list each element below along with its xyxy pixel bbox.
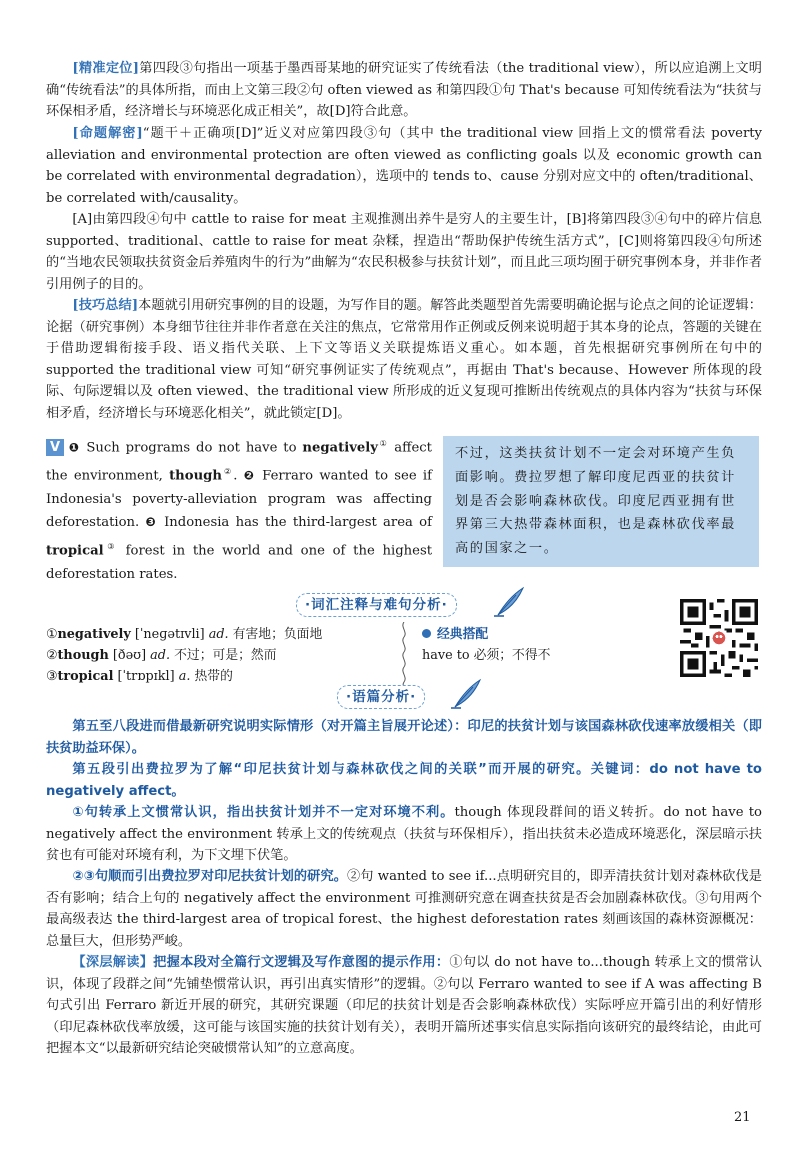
vocab-ipa: [ˈtrɒpɪkl] bbox=[117, 669, 175, 684]
discourse-s1-text: though 体现段群间的语义转折。do not have to negatively affect the environment 转承上文的传统观点（扶贫与环保相斥），指出扶贫未必造成环境恶化，深层暗示扶贫也有可能对环境有利，为下文埋下伏笔。 bbox=[46, 805, 762, 863]
vocab-list bbox=[46, 624, 406, 687]
analysis-p3-text: [A]由第四段④句中 cattle to raise for meat 主观推测出养牛是穷人的主要生计，[B]将第四段③④句中的碎片信息 supported、traditional、cattle to raise for meat 杂糅，捏造出“帮助保护传统生活方式”，[C]则将第四段④句所述的“当地农民领取扶贫资金后养殖肉牛的行为”曲解为“农民积极参与扶贫计划”，而且此三项均囿于研究事例本身，并非作者引用例子的目的。 bbox=[46, 212, 762, 292]
footnote-3: ③ bbox=[103, 541, 118, 551]
quill-icon bbox=[492, 585, 526, 619]
tag-technique-summary: [技巧总结] bbox=[72, 298, 139, 313]
vocab-pos: ad. bbox=[150, 648, 171, 663]
sentence-number-3: ❸ bbox=[145, 515, 158, 530]
discourse-overview bbox=[46, 716, 762, 759]
discourse-s23-bold: ②③句顺而引出费拉罗对印尼扶贫计划的研究。 bbox=[72, 869, 347, 884]
footnote-1: ① bbox=[377, 439, 389, 448]
vocab-pos: ad. bbox=[208, 627, 229, 642]
divider-wavy-icon bbox=[398, 622, 410, 688]
sentence-1c: . bbox=[233, 468, 238, 484]
vocab-meaning: 不过；可是；然而 bbox=[174, 648, 277, 663]
discourse-section-title: ·语篇分析· bbox=[337, 685, 425, 709]
vocab-item bbox=[46, 624, 406, 645]
deep-reading-bold: 把握本段对全篇行文逻辑及写作意图的提示作用： bbox=[153, 955, 450, 970]
vocab-meaning: 热带的 bbox=[194, 669, 233, 684]
tag-question-decode: [命题解密] bbox=[72, 126, 143, 141]
vocab-item bbox=[46, 666, 406, 687]
sentence-1b: affect the environment, bbox=[46, 440, 432, 484]
translation-text: 不过，这类扶贫计划不一定会对环境产生负面影响。费拉罗想了解印度尼西亚的扶贫计划是否会影响森林砍伐。印度尼西亚拥有世界第三大热带森林面积，也是森林砍伐率最高的国家之一。 bbox=[455, 446, 736, 557]
sentence-number-1: ❶ bbox=[67, 440, 81, 455]
analysis-distractors bbox=[46, 209, 762, 295]
vocab-word: tropical bbox=[57, 669, 114, 684]
paragraph-badge: V bbox=[46, 439, 64, 456]
discourse-sentence-1 bbox=[46, 802, 762, 867]
sentence-3b: forest in the world and one of the highest deforestation rates. bbox=[46, 543, 433, 582]
vocab-word-though: though bbox=[169, 468, 222, 484]
qr-code-icon[interactable] bbox=[680, 599, 758, 677]
discourse-deep-reading bbox=[46, 952, 762, 1060]
footnote-2: ② bbox=[221, 466, 234, 476]
page-number: 21 bbox=[734, 1110, 751, 1125]
analysis-p4-text: 本题就引用研究事例的目的设题，为写作目的题。解答此类题型首先需要明确论据与论点之间的论证逻辑：论据（研究事例）本身细节往往并非作者意在关注的焦点，它常常用作正例或反例来说明超于其本身的论点，答题的关键在于借助逻辑衔接手段、语义指代关联、上下文等语义关联提炼语义重心。如本题，首先根据研究事例所在句中的 supported the traditional view 可知“研究事例证实了传统观点”，再据由 That's because、However 所体现的段际、句际逻辑以及 often viewed、the traditional view 所形成的近义复现可推断出传统观点的具体内容为“扶贫与环保相矛盾，经济增长与环境恶化相关”，就此锁定[D]。 bbox=[46, 298, 762, 421]
discourse-s1-bold: ①句转承上文惯常认识，指出扶贫计划并不一定对环境不利。 bbox=[72, 805, 455, 820]
quill-icon bbox=[449, 677, 483, 711]
vocab-ipa: [ˈneɡətɪvli] bbox=[134, 627, 205, 642]
analysis-precise-location bbox=[46, 58, 762, 123]
vocab-item bbox=[46, 645, 406, 666]
passage-paragraph-v bbox=[46, 432, 432, 586]
tag-precise-location: [精准定位] bbox=[72, 61, 139, 76]
sentence-number-2: ❷ bbox=[243, 468, 256, 483]
vocab-pos: a. bbox=[178, 669, 191, 684]
discourse-sentence-2-3 bbox=[46, 866, 762, 952]
analysis-question-decode bbox=[46, 123, 762, 209]
vocab-word-negatively: negatively bbox=[302, 440, 378, 456]
vocab-num: ② bbox=[46, 648, 58, 663]
discourse-p5-text: 第五段引出费拉罗为了解“印尼扶贫计划与森林砍伐之间的关联”而开展的研究。关键词：do not have to negatively affect。 bbox=[46, 762, 762, 799]
discourse-section-header bbox=[337, 685, 487, 707]
vocab-section-header bbox=[296, 593, 526, 615]
translation-box bbox=[443, 436, 759, 567]
sentence-2: Ferraro wanted to see if Indonesia's poverty-alleviation program was affecting deforestation. bbox=[46, 468, 432, 531]
deep-reading-tag: 【深层解读】 bbox=[72, 955, 154, 970]
vocab-num: ① bbox=[46, 627, 58, 642]
analysis-p1-text: 第四段③句指出一项基于墨西哥某地的研究证实了传统看法（the traditional view），所以应追溯上文明确“传统看法”的具体所指，而由上文第三段②句 often viewed as 和第四段①句 That's because 可知传统看法为“扶贫与环保相矛盾，经济增长与环境恶化成正相关”，故[D]符合此意。 bbox=[46, 61, 762, 119]
discourse-overview-text: 第五至八段进而借最新研究说明实际情形（对开篇主旨展开论述）：印尼的扶贫计划与该国森林砍伐速率放缓相关（即扶贫助益环保）。 bbox=[46, 719, 762, 756]
discourse-s23-text: ②句 wanted to see if...点明研究目的，即弄清扶贫计划对森林砍伐是否有影响；结合上句的 negatively affect the environment 可推测研究意在调查扶贫是否会加剧森林砍伐。③句用两个最高级表达 the third-largest area of tropical forest、the highest deforestation rates 刻画该国的森林资源概况：总量巨大，但形势严峻。 bbox=[46, 869, 762, 949]
vocab-word-tropical: tropical bbox=[46, 543, 104, 559]
vocab-section-title: ·词汇注释与难句分析· bbox=[296, 593, 457, 617]
deep-reading-text: ①句以 do not have to...though 转承上文的惯常认识，体现了段群之间“先铺垫惯常认识，再引出真实情形”的逻辑。②句以 Ferraro wanted to see if A was affecting B 句式引出 Ferraro 新近开展的研究，其研究课题（印尼的扶贫计划是否会影响森林砍伐）实际呼应开篇引出的利好情形（印尼森林砍伐率放缓，这可能与该国实施的扶贫计划有关），表明开篇所述事实信息实际指向该研究的最终结论，由此可把握本文“以最新研究结论突破惯常认知”的立意高度。 bbox=[46, 955, 763, 1056]
classic-collocation-title bbox=[422, 624, 642, 645]
classic-collocation bbox=[422, 624, 642, 666]
sentence-3a: Indonesia has the third-largest area of bbox=[164, 515, 432, 531]
vocab-word: though bbox=[57, 648, 109, 663]
classic-collocation-item: have to 必须；不得不 bbox=[422, 648, 551, 663]
bullet-dot-icon bbox=[422, 629, 431, 638]
vocab-ipa: [ðəʊ] bbox=[112, 648, 147, 663]
vocab-meaning: 有害地；负面地 bbox=[232, 627, 323, 642]
vocab-num: ③ bbox=[46, 669, 58, 684]
vocab-word: negatively bbox=[57, 627, 131, 642]
sentence-1a: Such programs do not have to bbox=[86, 440, 297, 456]
analysis-p2-text: “题干＋正确项[D]”近义对应第四段③句（其中 the traditional view 回指上文的惯常看法 poverty alleviation and environmental protection are often viewed as conflicting goals 以及 economic growth can be correlated with environmental degradation），选项中的 tends to、cause 分别对应文中的 often/traditional、be correlated with/causality。 bbox=[46, 126, 762, 206]
discourse-paragraph-five bbox=[46, 759, 762, 802]
analysis-technique-summary bbox=[46, 295, 762, 424]
classic-title-text: 经典搭配 bbox=[437, 627, 489, 642]
